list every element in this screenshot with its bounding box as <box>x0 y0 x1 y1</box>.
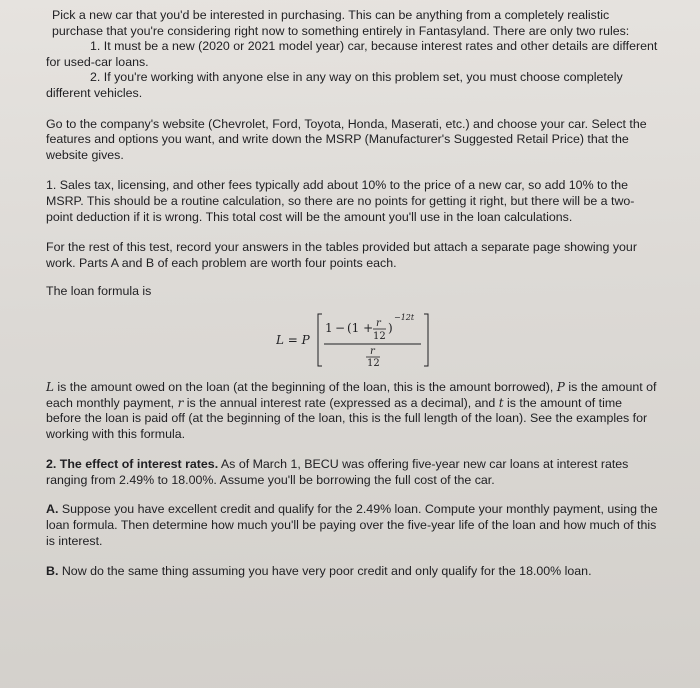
part-b <box>46 564 660 580</box>
formula-intro: The loan formula is <box>46 284 152 299</box>
question-two <box>46 457 660 488</box>
part-a <box>46 502 660 549</box>
var-P: P <box>556 379 565 394</box>
question-one: 1. Sales tax, licensing, and other fees typically add about 10% to the price of a new car, so add 10% to the MSRP. This should be a routine calculation, so there are no points for getting it right, but there will be a two-point deduction if it is wrong. This total cost will be the amount you'll use in the loan calculations. <box>46 178 635 224</box>
formula-left-bracket <box>318 314 322 366</box>
question-two-text: As of March 1, BECU was offering five-year new car loans at interest rates ranging from 2.49% to 18.00%. Assume you'll be borrowing the full cost of the car. <box>46 457 629 487</box>
loan-formula <box>46 306 660 370</box>
formula-denominator-twelve: 12 <box>367 357 380 369</box>
var-L: L <box>46 379 54 394</box>
loan-formula-graphic <box>276 306 476 370</box>
rest-instructions: For the rest of this test, record your answers in the tables provided but attach a separate page showing your work. Parts A and B of each problem are worth four points each. <box>46 240 637 270</box>
formula-right-bracket <box>424 314 428 366</box>
formula-inner-twelve: 12 <box>373 330 386 342</box>
part-a-text: Suppose you have excellent credit and qualify for the 2.49% loan. Compute your monthly payment, using the loan formula. Then determine how much you'll be paying over the five-year life of the loan and how much of this is interest. <box>46 502 658 548</box>
formula-paren-close: ) <box>388 320 393 335</box>
question-two-label: 2. The effect of interest rates. <box>46 457 219 472</box>
formula-denominator-r: r <box>370 345 375 357</box>
formula-paren-open: (1 + <box>347 320 374 335</box>
var-r: r <box>177 395 184 410</box>
website-instructions: Go to the company's website (Chevrolet, Ford, Toyota, Honda, Maserati, etc.) and choose your car. Select the features and options you want, and write down the MSRP (Manufacturer's Suggested Retail Price) that the website gives. <box>46 116 647 162</box>
intro-paragraph: Pick a new car that you'd be interested in purchasing. This can be anything from a completely realistic purchase that you're considering right now to something entirely in Fantasyland. There are only two rules: <box>52 8 630 38</box>
formula-minus: − <box>335 320 346 335</box>
formula-exponent: −12t <box>394 312 415 322</box>
formula-lhs: L = P <box>276 332 310 347</box>
part-b-label: B. <box>46 564 59 579</box>
part-b-text: Now do the same thing assuming you have very poor credit and only qualify for the 18.00% loan. <box>58 564 592 579</box>
part-a-label: A. <box>46 502 59 517</box>
var-t: t <box>498 395 504 410</box>
rule-one: 1. It must be a new (2020 or 2021 model year) car, because interest rates and other details are different for used-car loans. <box>46 39 658 69</box>
rule-two: 2. If you're working with anyone else in any way on this problem set, you must choose completely different vehicles. <box>46 70 623 100</box>
formula-inner-r: r <box>376 317 381 329</box>
rules-list <box>46 39 660 101</box>
formula-explanation: L is the amount owed on the loan (at the beginning of the loan, this is the amount borrowed), P is the amount of each monthly payment, r is the annual interest rate (expressed as a decimal), and t is the amount of time before the loan is paid off (at the beginning of the loan, this is the full length of the loan). See the examples for working with this formula. <box>46 379 657 441</box>
formula-one: 1 <box>325 320 333 335</box>
